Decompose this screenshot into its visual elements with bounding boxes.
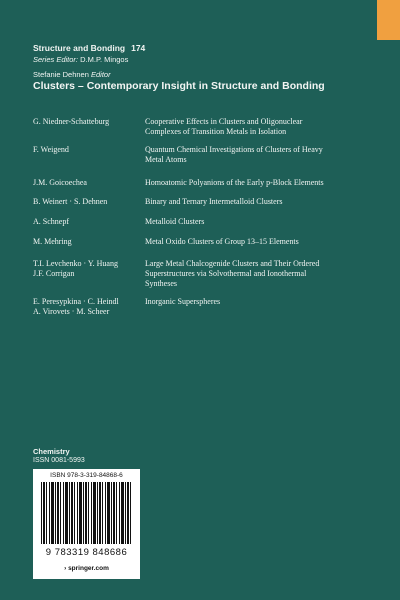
toc-chapter: [145, 237, 370, 247]
author-line: B. Weinert · S. Dehnen: [33, 197, 108, 206]
editor-name: Stefanie Dehnen: [33, 70, 89, 79]
author-line: M. Mehring: [33, 237, 72, 246]
toc-authors: [33, 117, 143, 127]
toc-authors: [33, 259, 143, 279]
author-line: J.M. Goicoechea: [33, 178, 87, 187]
author-line: E. Peresypkina · C. Heindl: [33, 297, 119, 306]
toc-chapter: [145, 297, 370, 307]
toc-chapter: [145, 217, 370, 227]
orange-accent-tab: [377, 0, 400, 40]
author-line: T.I. Levchenko · Y. Huang: [33, 259, 118, 268]
toc-chapter: [145, 145, 370, 165]
author-line: J.F. Corrigan: [33, 269, 75, 278]
toc-authors: [33, 178, 143, 188]
series-editor-label: Series Editor:: [33, 55, 79, 64]
toc-authors: [33, 237, 143, 247]
series-volume: 174: [131, 43, 146, 53]
chapter-line: Metal Oxido Clusters of Group 13–15 Elements: [145, 237, 299, 246]
series-name: Structure and Bonding: [33, 43, 126, 53]
isbn-text: ISBN 978-3-319-84868-6: [50, 472, 123, 479]
subject-label: Chemistry: [33, 447, 70, 456]
toc-chapter: [145, 197, 370, 207]
chapter-line: Superstructures via Solvothermal and Ionothermal: [145, 269, 307, 278]
ean-digits: 9 783319 848686: [45, 547, 128, 558]
chapter-line: Complexes of Transition Metals in Isolation: [145, 127, 287, 136]
barcode-panel: [33, 469, 140, 579]
chapter-line: Binary and Ternary Intermetalloid Clusters: [145, 197, 283, 206]
barcode-image: [41, 482, 133, 544]
toc-authors: [33, 217, 143, 227]
toc-authors: [33, 297, 143, 317]
series-editor-line: [33, 55, 128, 64]
chapter-line: Metalloid Clusters: [145, 217, 205, 226]
chapter-line: Metal Atoms: [145, 155, 187, 164]
author-line: G. Niedner-Schatteburg: [33, 117, 110, 126]
author-line: A. Schnepf: [33, 217, 69, 226]
author-line: A. Virovets · M. Scheer: [33, 307, 110, 316]
chapter-line: Cooperative Effects in Clusters and Oligonuclear: [145, 117, 303, 126]
editor-line: [33, 70, 111, 79]
series-line: [33, 43, 145, 53]
chapter-line: Homoatomic Polyanions of the Early p-Block Elements: [145, 178, 324, 187]
series-editor-name: D.M.P. Mingos: [80, 55, 129, 64]
toc-authors: [33, 145, 143, 155]
toc-authors: [33, 197, 143, 207]
editor-label: Editor: [90, 70, 111, 79]
issn-text: ISSN 0081-5993: [33, 457, 85, 464]
publisher-url: › springer.com: [64, 565, 109, 572]
toc-chapter: [145, 117, 370, 137]
chapter-line: Syntheses: [145, 279, 177, 288]
chapter-line: Quantum Chemical Investigations of Clusters of Heavy: [145, 145, 323, 154]
toc-chapter: [145, 178, 370, 188]
chapter-line: Inorganic Superspheres: [145, 297, 221, 306]
author-line: F. Weigend: [33, 145, 69, 154]
toc-chapter: [145, 259, 370, 289]
chapter-line: Large Metal Chalcogenide Clusters and Their Ordered: [145, 259, 320, 268]
book-title: Clusters – Contemporary Insight in Structure and Bonding: [33, 80, 325, 92]
